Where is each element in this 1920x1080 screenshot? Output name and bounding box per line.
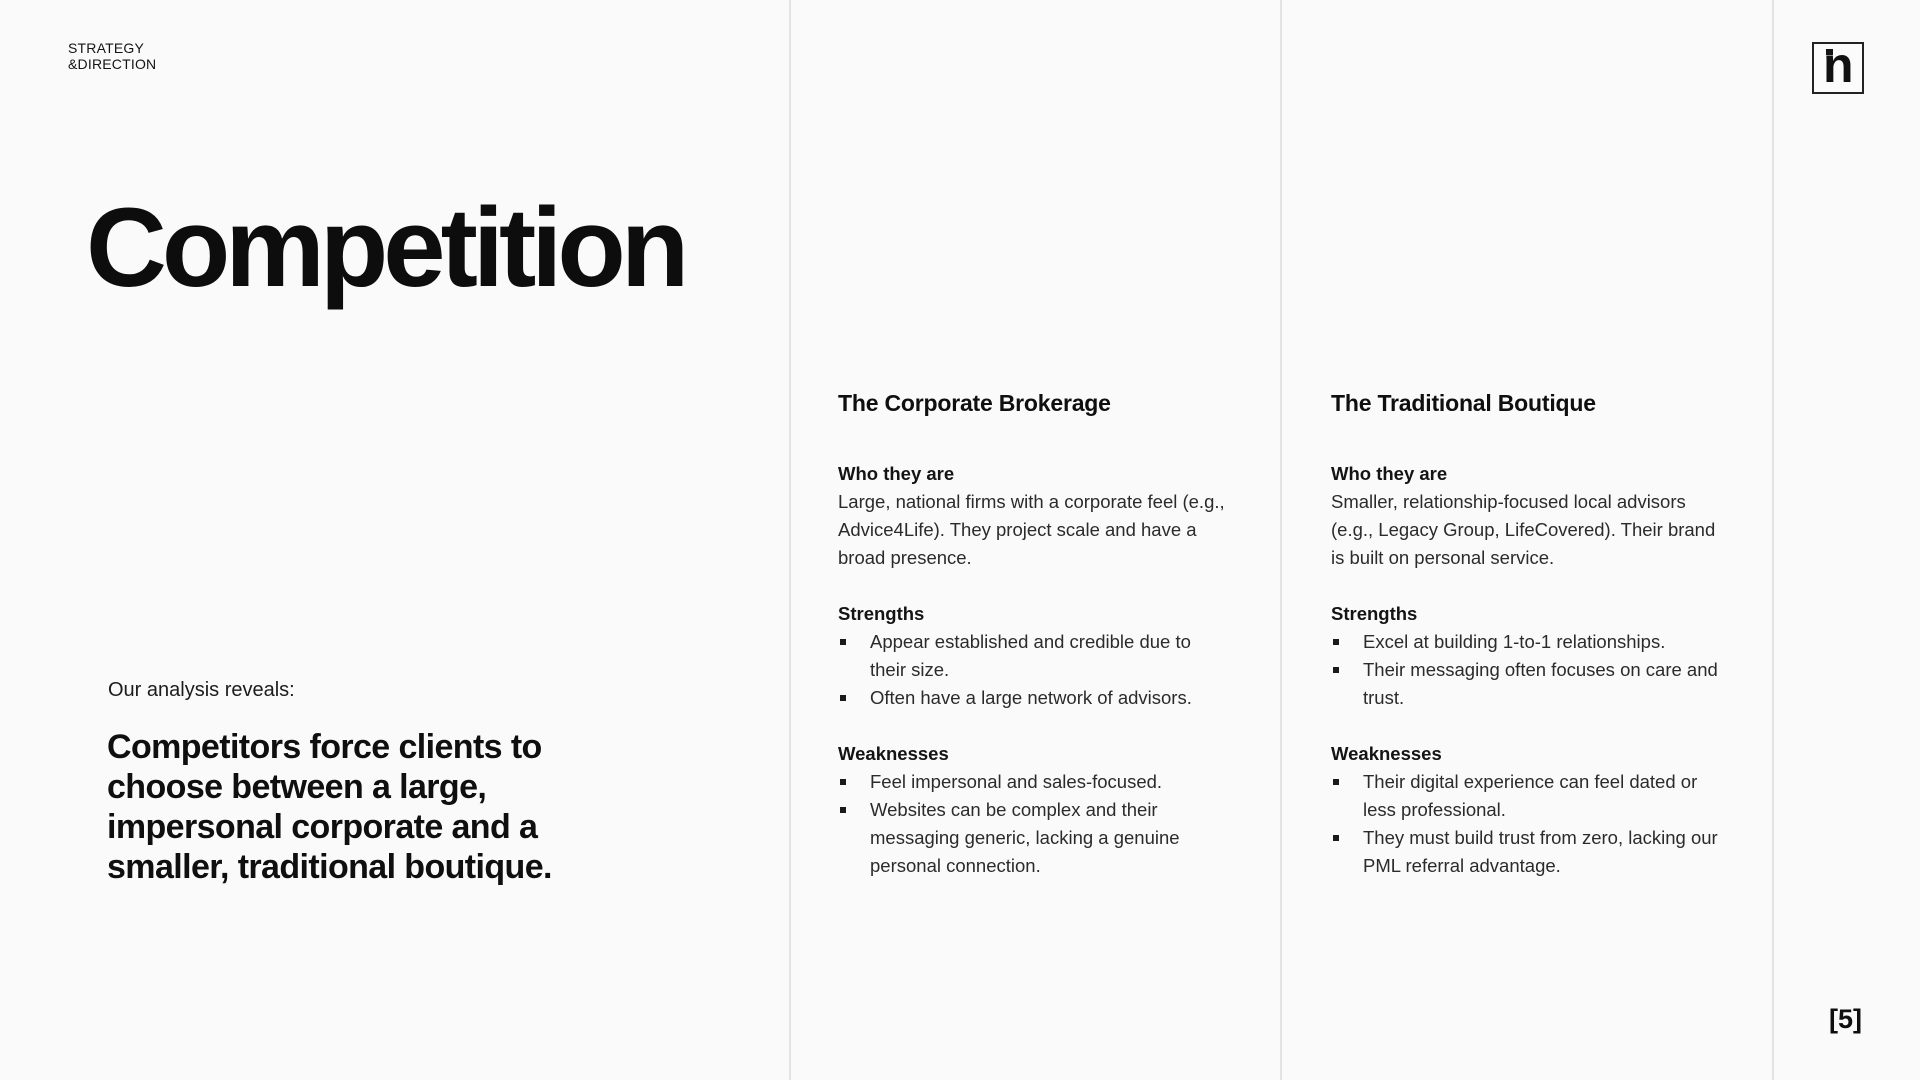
list-item-text: Their messaging often focuses on care and trust. bbox=[1363, 659, 1718, 708]
list-item bbox=[838, 768, 1230, 796]
list-item-text: Websites can be complex and their messaging generic, lacking a genuine personal connection. bbox=[870, 799, 1180, 876]
statement-line: smaller, traditional boutique. bbox=[107, 848, 552, 886]
list-item bbox=[1331, 768, 1723, 824]
square-bullet-icon bbox=[1333, 639, 1339, 645]
list-item-text: They must build trust from zero, lacking our PML referral advantage. bbox=[1363, 827, 1718, 876]
page-number: [5] bbox=[1829, 1004, 1862, 1034]
company-logo bbox=[1812, 37, 1864, 94]
competitor-column-corporate-brokerage bbox=[838, 388, 1230, 880]
key-statement bbox=[107, 727, 552, 887]
section-weaknesses bbox=[838, 740, 1230, 880]
section-who-they-are bbox=[1331, 460, 1723, 572]
column-divider bbox=[1280, 0, 1282, 1080]
list-item-text: Often have a large network of advisors. bbox=[870, 687, 1192, 708]
square-bullet-icon bbox=[1333, 835, 1339, 841]
brand-lockup bbox=[68, 40, 156, 72]
section-text: Smaller, relationship-focused local advisors (e.g., Legacy Group, LifeCovered). Their brand is built on personal service. bbox=[1331, 491, 1716, 568]
bullet-list bbox=[838, 768, 1230, 880]
section-strengths bbox=[1331, 600, 1723, 712]
list-item bbox=[838, 796, 1230, 880]
square-bullet-icon bbox=[840, 695, 846, 701]
column-divider bbox=[1772, 0, 1774, 1080]
section-label: Strengths bbox=[838, 603, 925, 624]
list-item-text: Their digital experience can feel dated or less professional. bbox=[1363, 771, 1698, 820]
square-bullet-icon bbox=[1333, 667, 1339, 673]
square-bullet-icon bbox=[840, 779, 846, 785]
bullet-list bbox=[1331, 768, 1723, 880]
list-item bbox=[1331, 628, 1723, 656]
section-weaknesses bbox=[1331, 740, 1723, 880]
section-label: Weaknesses bbox=[838, 743, 949, 764]
list-item-text: Excel at building 1-to-1 relationships. bbox=[1363, 631, 1666, 652]
statement-line: impersonal corporate and a bbox=[107, 808, 538, 846]
list-item bbox=[838, 684, 1230, 712]
section-strengths bbox=[838, 600, 1230, 712]
square-bullet-icon bbox=[840, 807, 846, 813]
square-bullet-icon bbox=[840, 639, 846, 645]
square-bullet-icon bbox=[1333, 779, 1339, 785]
logo-n-glyph: n bbox=[1823, 37, 1854, 93]
list-item-text: Feel impersonal and sales-focused. bbox=[870, 771, 1163, 792]
section-label: Strengths bbox=[1331, 603, 1418, 624]
bullet-list bbox=[1331, 628, 1723, 712]
section-label: Weaknesses bbox=[1331, 743, 1442, 764]
statement-line: Competitors force clients to bbox=[107, 728, 542, 766]
column-heading: The Traditional Boutique bbox=[1331, 390, 1596, 416]
column-divider bbox=[789, 0, 791, 1080]
brand-line-2: &DIRECTION bbox=[68, 56, 157, 72]
bullet-list bbox=[838, 628, 1230, 712]
column-heading: The Corporate Brokerage bbox=[838, 390, 1111, 416]
competitor-column-traditional-boutique bbox=[1331, 388, 1723, 880]
section-label: Who they are bbox=[838, 463, 955, 484]
brand-line-1: STRATEGY bbox=[68, 40, 145, 56]
list-item-text: Appear established and credible due to their size. bbox=[870, 631, 1191, 680]
statement-line: choose between a large, bbox=[107, 768, 487, 806]
list-item bbox=[838, 628, 1230, 684]
analysis-kicker: Our analysis reveals: bbox=[108, 679, 295, 701]
section-who-they-are bbox=[838, 460, 1230, 572]
list-item bbox=[1331, 824, 1723, 880]
section-text: Large, national firms with a corporate feel (e.g., Advice4Life). They project scale and have a broad presence. bbox=[838, 491, 1225, 568]
slide-title: Competition bbox=[86, 185, 685, 310]
section-label: Who they are bbox=[1331, 463, 1448, 484]
list-item bbox=[1331, 656, 1723, 712]
